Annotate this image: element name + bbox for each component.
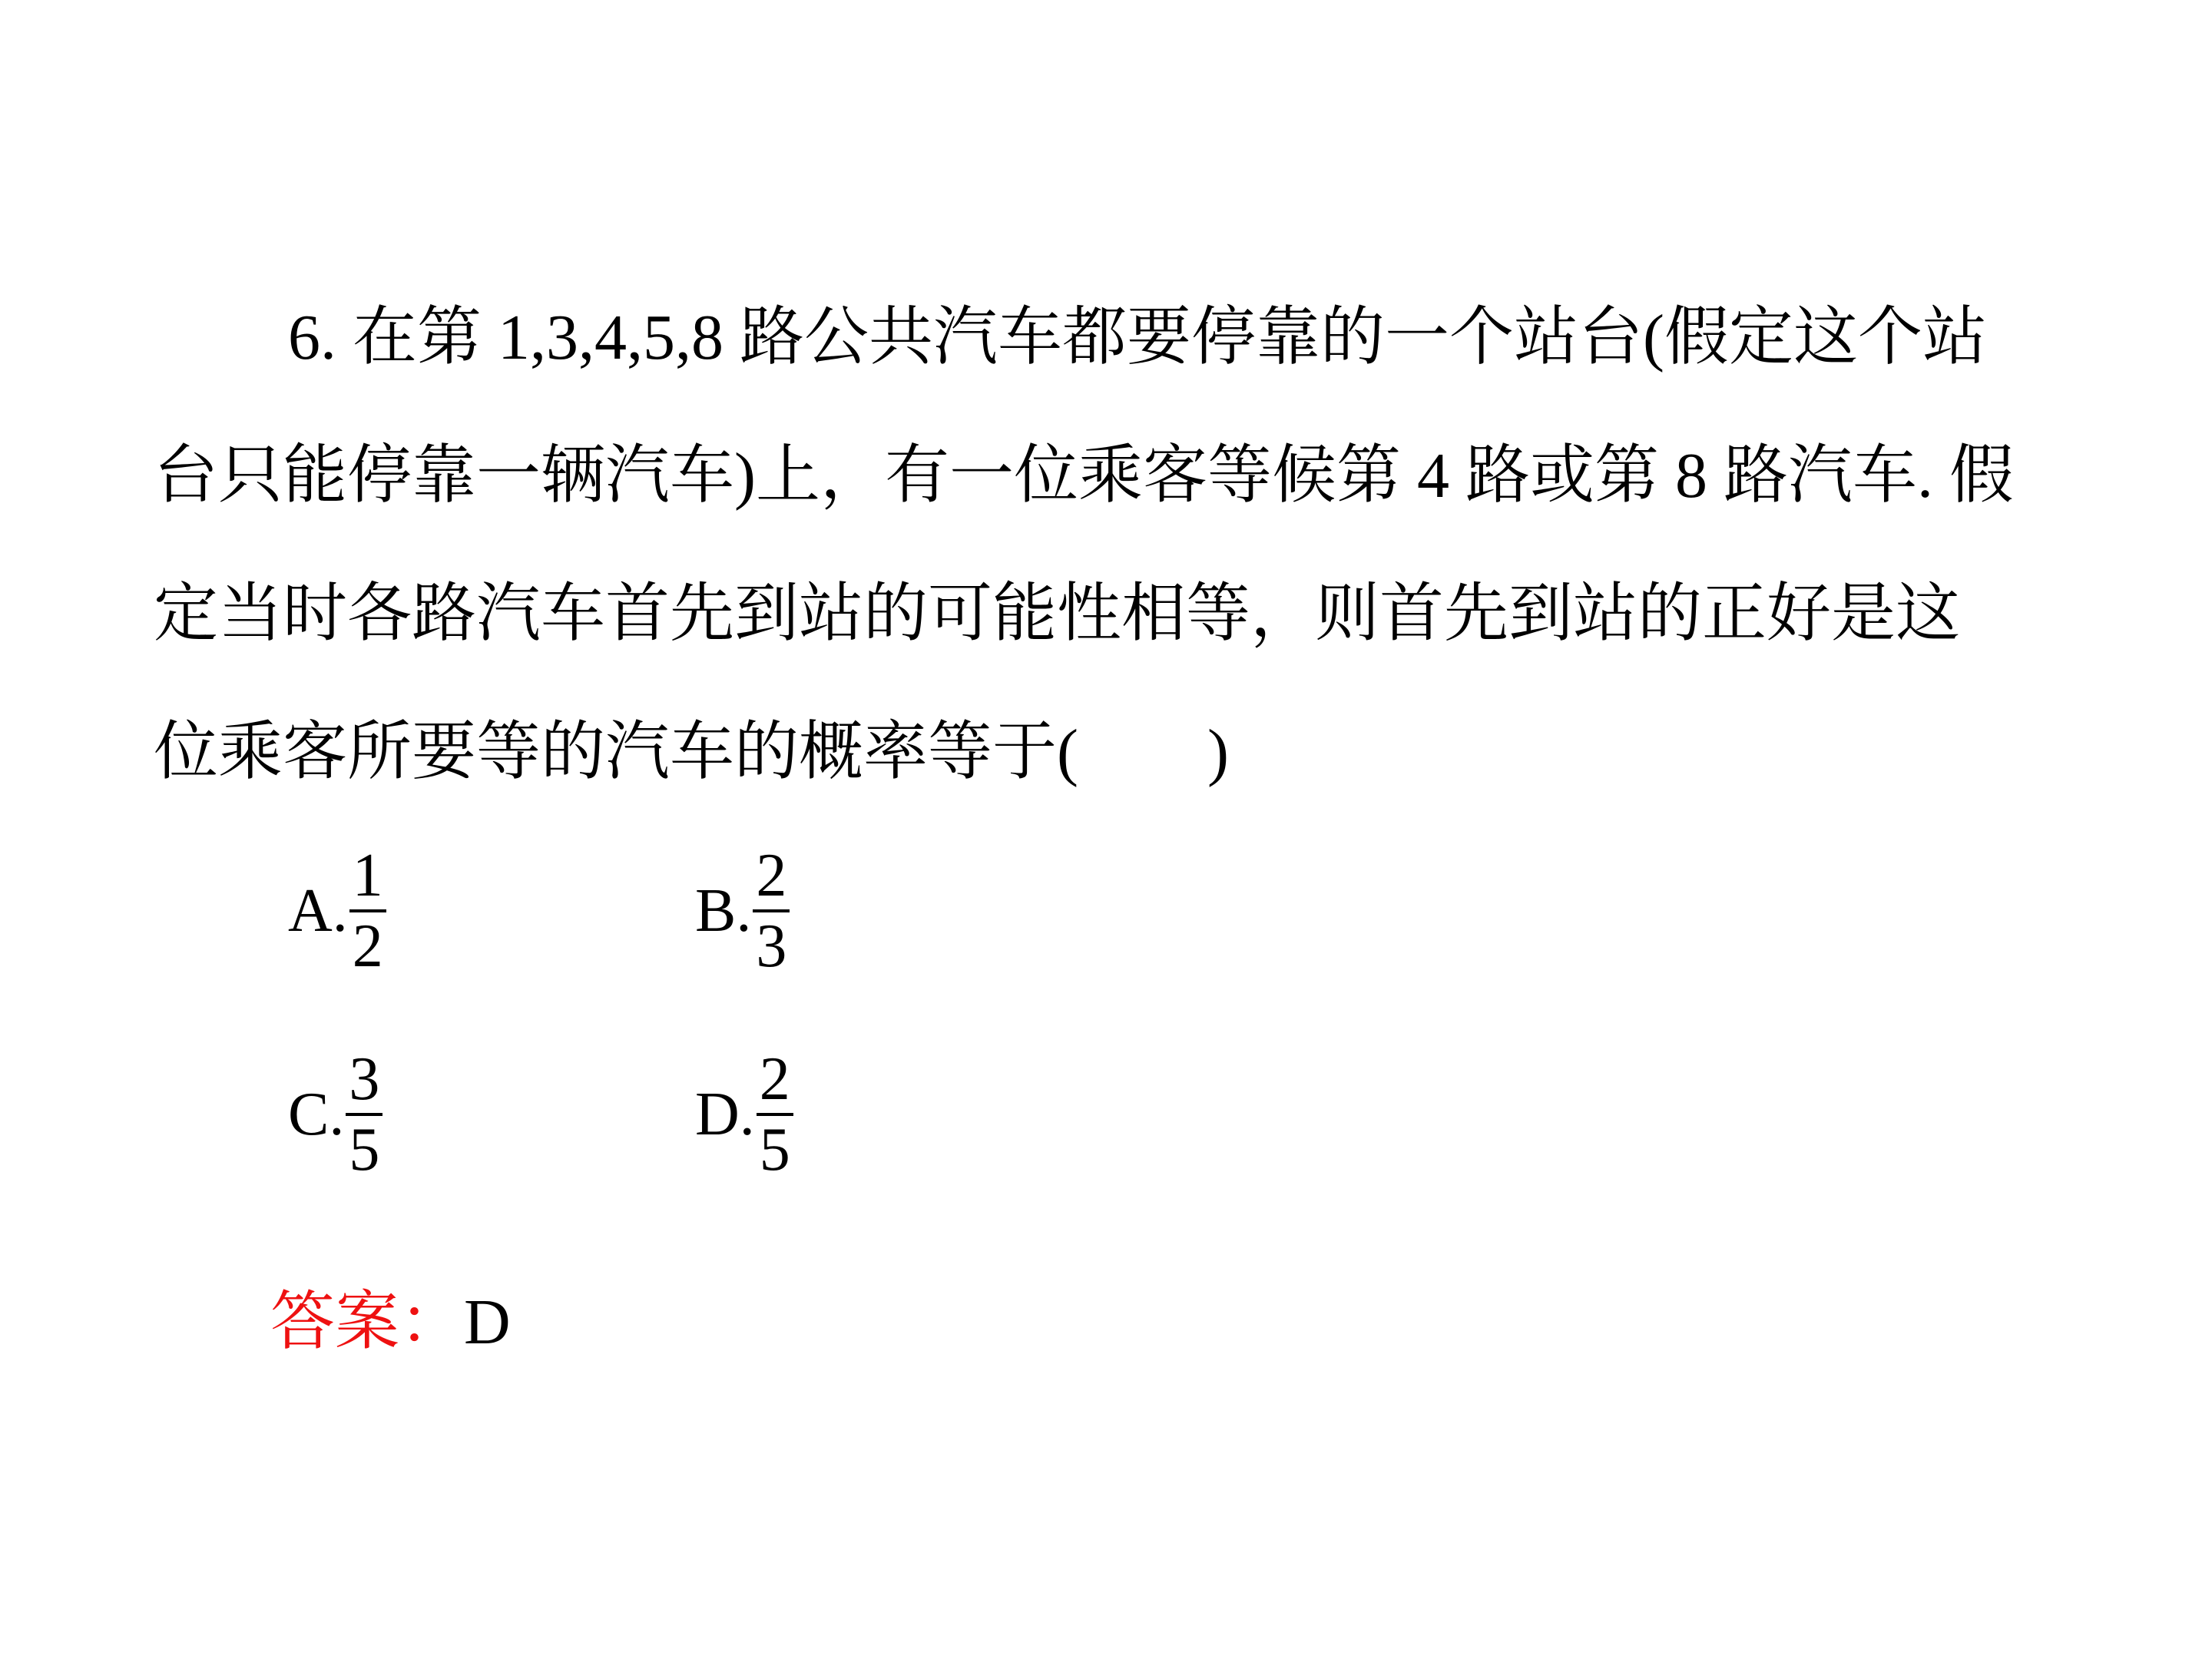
fraction-numerator: 1 — [349, 845, 386, 912]
fraction — [346, 1045, 382, 1184]
question-line-1: 6. 在第 1,3,4,5,8 路公共汽车都要停靠的一个站台(假定这个站 — [288, 302, 1987, 373]
answer-label: 答案： — [270, 1283, 465, 1359]
fraction — [757, 1045, 793, 1184]
fraction-denominator: 5 — [759, 1116, 790, 1184]
fraction-denominator: 2 — [352, 912, 383, 980]
answer-value: D — [464, 1286, 511, 1358]
option-letter: A. — [288, 877, 348, 945]
fraction — [349, 842, 386, 980]
question-line-4: 位乘客所要等的汽车的概率等于( ) — [154, 717, 1229, 788]
question-line-2: 台只能停靠一辆汽车)上，有一位乘客等候第 4 路或第 8 路汽车. 假 — [154, 440, 2014, 512]
option-letter: C. — [288, 1081, 345, 1148]
option-letter: B. — [695, 877, 752, 945]
option-d[interactable] — [695, 1045, 793, 1184]
fraction — [753, 842, 790, 980]
option-letter: D. — [695, 1081, 755, 1148]
option-b[interactable] — [695, 842, 790, 980]
fraction-denominator: 3 — [756, 912, 787, 980]
fraction-numerator: 2 — [757, 1048, 793, 1116]
fraction-numerator: 3 — [346, 1048, 382, 1116]
question-line-3: 定当时各路汽车首先到站的可能性相等，则首先到站的正好是这 — [154, 578, 1961, 650]
fraction-numerator: 2 — [753, 845, 790, 912]
fraction-denominator: 5 — [349, 1116, 380, 1184]
option-a[interactable] — [288, 842, 386, 980]
option-c[interactable] — [288, 1045, 382, 1184]
answer — [270, 1283, 511, 1361]
